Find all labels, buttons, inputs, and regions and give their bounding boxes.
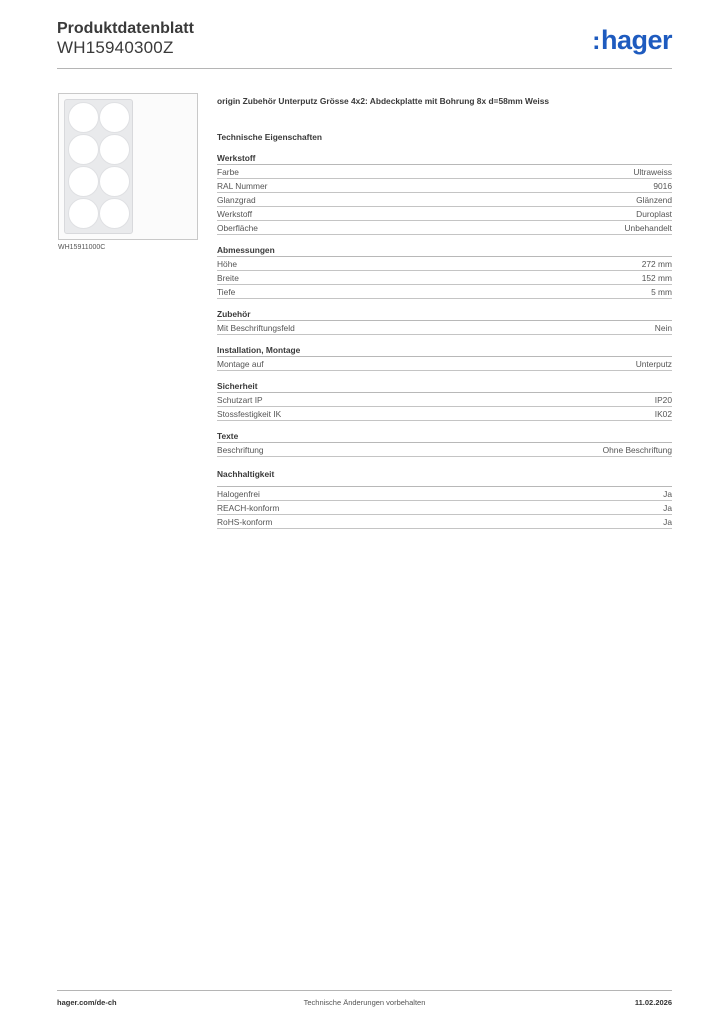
property-label: Montage auf bbox=[217, 359, 264, 369]
product-description: origin Zubehör Unterputz Grösse 4x2: Abdeckplatte mit Bohrung 8x d=58mm Weiss bbox=[217, 96, 550, 106]
bore-hole bbox=[68, 134, 99, 165]
bore-hole bbox=[68, 166, 99, 197]
property-row bbox=[217, 515, 672, 529]
property-section bbox=[217, 308, 672, 335]
property-section bbox=[217, 466, 672, 529]
property-row bbox=[217, 487, 672, 501]
property-row bbox=[217, 271, 672, 285]
property-value: 152 mm bbox=[641, 273, 672, 283]
hager-logo bbox=[592, 27, 672, 54]
footer-divider bbox=[57, 990, 672, 991]
property-row bbox=[217, 257, 672, 271]
header-divider bbox=[57, 68, 672, 69]
cover-plate bbox=[64, 99, 133, 234]
section-heading: Sicherheit bbox=[217, 380, 672, 393]
property-label: REACH-konform bbox=[217, 503, 280, 513]
property-section bbox=[217, 244, 672, 299]
property-label: Breite bbox=[217, 273, 239, 283]
property-label: Stossfestigkeit IK bbox=[217, 409, 282, 419]
property-label: Oberfläche bbox=[217, 223, 258, 233]
property-row bbox=[217, 221, 672, 235]
property-label: Höhe bbox=[217, 259, 238, 269]
bore-hole bbox=[68, 102, 99, 133]
property-row bbox=[217, 443, 672, 457]
bore-hole bbox=[99, 198, 130, 229]
property-value: 9016 bbox=[653, 181, 672, 191]
image-caption: WH15911000C bbox=[58, 244, 106, 251]
logo-text: hager bbox=[600, 25, 672, 55]
product-image bbox=[58, 93, 198, 240]
section-heading: Texte bbox=[217, 430, 672, 443]
property-row bbox=[217, 165, 672, 179]
property-section bbox=[217, 430, 672, 457]
property-label: RoHS-konform bbox=[217, 517, 273, 527]
bore-hole bbox=[99, 166, 130, 197]
section-heading: Nachhaltigkeit bbox=[217, 466, 672, 487]
technical-properties-title: Technische Eigenschaften bbox=[217, 132, 323, 142]
property-row bbox=[217, 393, 672, 407]
property-value: 5 mm bbox=[651, 287, 672, 297]
property-row bbox=[217, 285, 672, 299]
property-row bbox=[217, 207, 672, 221]
footer-date: 11.02.2026 bbox=[634, 998, 672, 1007]
property-row bbox=[217, 501, 672, 515]
section-heading: Zubehör bbox=[217, 308, 672, 321]
property-label: Schutzart IP bbox=[217, 395, 263, 405]
property-value: Unbehandelt bbox=[624, 223, 672, 233]
property-value: Ja bbox=[663, 489, 672, 499]
property-label: Halogenfrei bbox=[217, 489, 260, 499]
logo-dots: : bbox=[592, 27, 600, 55]
section-heading: Werkstoff bbox=[217, 152, 672, 165]
footer-notice: Technische Änderungen vorbehalten bbox=[303, 998, 426, 1007]
property-section bbox=[217, 380, 672, 421]
property-label: RAL Nummer bbox=[217, 181, 268, 191]
property-value: IK02 bbox=[654, 409, 672, 419]
document-title: Produktdatenblatt bbox=[57, 20, 194, 37]
property-label: Mit Beschriftungsfeld bbox=[217, 323, 295, 333]
property-row bbox=[217, 321, 672, 335]
property-row bbox=[217, 407, 672, 421]
bore-hole bbox=[99, 134, 130, 165]
property-value: Glänzend bbox=[636, 195, 672, 205]
property-value: Ja bbox=[663, 503, 672, 513]
property-value: Ultraweiss bbox=[633, 167, 672, 177]
property-label: Tiefe bbox=[217, 287, 236, 297]
property-value: Nein bbox=[654, 323, 672, 333]
property-value: Duroplast bbox=[636, 209, 672, 219]
section-heading: Installation, Montage bbox=[217, 344, 672, 357]
property-value: Unterputz bbox=[635, 359, 672, 369]
property-label: Glanzgrad bbox=[217, 195, 256, 205]
property-value: 272 mm bbox=[641, 259, 672, 269]
property-label: Farbe bbox=[217, 167, 239, 177]
property-row bbox=[217, 357, 672, 371]
property-value: Ja bbox=[663, 517, 672, 527]
product-number: WH15940300Z bbox=[57, 38, 174, 57]
section-heading: Abmessungen bbox=[217, 244, 672, 257]
bore-hole bbox=[68, 198, 99, 229]
property-label: Werkstoff bbox=[217, 209, 253, 219]
property-value: IP20 bbox=[654, 395, 672, 405]
property-row bbox=[217, 179, 672, 193]
property-section bbox=[217, 344, 672, 371]
property-row bbox=[217, 193, 672, 207]
footer-website: hager.com/de-ch bbox=[57, 998, 117, 1007]
property-value: Ohne Beschriftung bbox=[602, 445, 672, 455]
product-details bbox=[217, 96, 672, 538]
bore-hole bbox=[99, 102, 130, 133]
property-label: Beschriftung bbox=[217, 445, 264, 455]
property-sections bbox=[217, 152, 672, 529]
property-section bbox=[217, 152, 672, 235]
